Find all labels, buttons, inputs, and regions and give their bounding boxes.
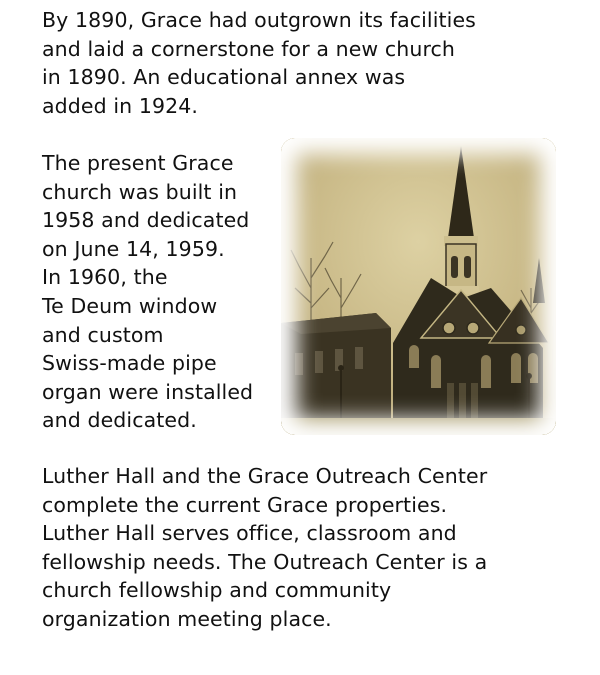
text-line: By 1890, Grace had outgrown its facilities xyxy=(42,8,476,32)
text-line: The present Grace xyxy=(42,151,234,175)
paragraph-properties xyxy=(42,462,487,634)
belfry-opening xyxy=(464,256,471,278)
text-line: Swiss-made pipe xyxy=(42,351,217,376)
belfry xyxy=(446,244,476,288)
rose-window xyxy=(467,322,479,334)
text-line: fellowship needs. The Outreach Center is a xyxy=(42,549,488,574)
ground xyxy=(281,418,556,435)
text-line: organ were installed xyxy=(42,379,254,404)
text-line: Te Deum window xyxy=(42,293,218,318)
text-line: complete the current Grace properties. xyxy=(42,492,448,517)
text-line: and laid a cornerstone for a new church xyxy=(42,36,456,61)
church-illustration xyxy=(281,138,556,435)
rose-window xyxy=(443,322,455,334)
church-photo xyxy=(281,138,556,435)
front-entrance xyxy=(447,383,478,423)
text-line: Luther Hall and the Grace Outreach Center xyxy=(42,464,488,488)
text-line: Luther Hall serves office, classroom and xyxy=(42,521,457,546)
text-line: in 1890. An educational annex was xyxy=(42,65,406,90)
text-line: and custom xyxy=(42,322,164,347)
paragraph-history-1890 xyxy=(42,6,476,120)
belfry-opening xyxy=(451,256,458,278)
paragraph-present-church xyxy=(42,149,253,435)
lamp xyxy=(338,365,344,371)
text-line: In 1960, the xyxy=(42,265,168,290)
text-line: 1958 and dedicated xyxy=(42,208,250,233)
text-line: church was built in xyxy=(42,179,238,204)
text-line: organization meeting place. xyxy=(42,606,332,631)
text-line: and dedicated. xyxy=(42,408,197,433)
rose-window xyxy=(516,325,526,335)
text-line: added in 1924. xyxy=(42,93,199,118)
text-line: church fellowship and community xyxy=(42,578,392,603)
text-line: on June 14, 1959. xyxy=(42,236,225,261)
lamp xyxy=(526,373,532,379)
